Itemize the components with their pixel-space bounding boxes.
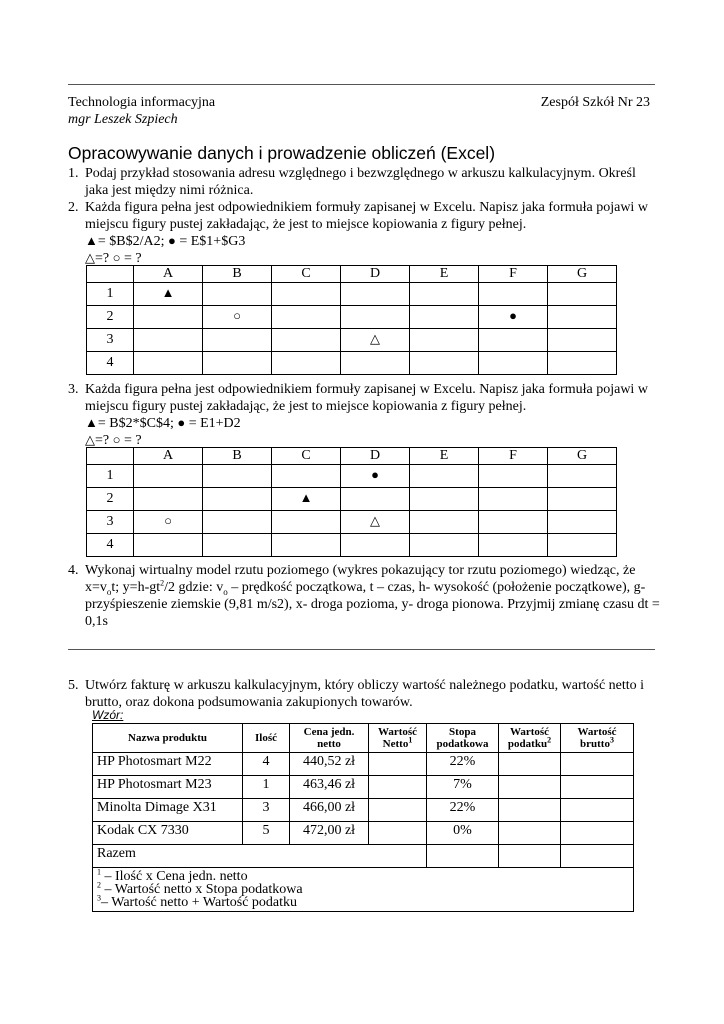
column-header: G: [548, 266, 617, 283]
table-row: [93, 822, 634, 845]
quantity: 4: [243, 753, 290, 776]
task-text: Utwórz fakturę w arkuszu kalkulacyjnym, który obliczy wartość należnego podatku, wartość netto i brutto, oraz dokona podsumowania zakupionych towarów.: [85, 678, 645, 710]
column-header: A: [134, 448, 203, 465]
tax-rate: 22%: [427, 753, 499, 776]
empty-triangle-icon: △: [85, 432, 95, 447]
product-name: HP Photosmart M23: [93, 776, 243, 799]
task-number: 4.: [68, 563, 79, 578]
header-tax: Wartość podatku$^2$: [499, 724, 561, 753]
empty-circle-icon: ○: [164, 513, 172, 528]
empty-circle-icon: ○: [112, 432, 121, 447]
row-header: 4: [87, 534, 134, 557]
grid-row: [87, 534, 617, 557]
task-3: [68, 381, 660, 449]
table-row: [93, 753, 634, 776]
header-brutto: Wartość brutto$^3$: [561, 724, 634, 753]
filled-circle-icon: ●: [509, 308, 517, 323]
unit-price: 472,00 zł: [290, 822, 369, 845]
task-5: [68, 677, 660, 711]
divider-rule: [68, 649, 655, 650]
filled-triangle-icon: ▲: [299, 490, 313, 505]
empty-triangle-icon: △: [370, 331, 380, 346]
notes-row: [93, 868, 634, 912]
formula-line: ▲= $B$2/A2; ● = E$1+$G3: [85, 233, 246, 249]
row-header: 1: [87, 465, 134, 488]
unit-price: 463,46 zł: [290, 776, 369, 799]
row-header: 3: [87, 329, 134, 352]
filled-circle-icon: ●: [177, 415, 186, 430]
task-2: [68, 199, 660, 267]
header-rate: Stopa podatkowa: [427, 724, 499, 753]
row-header: 4: [87, 352, 134, 375]
filled-circle-icon: ●: [371, 467, 379, 482]
tax-rate: 0%: [427, 822, 499, 845]
footnote: $^2$ – Wartość netto x Stopa podatkowa: [97, 880, 303, 897]
filled-circle-icon: ●: [168, 233, 176, 248]
empty-circle-icon: ○: [112, 250, 121, 265]
empty-triangle-icon: △: [370, 513, 380, 528]
question-line: △=? ○ = ?: [85, 432, 142, 448]
column-header: D: [341, 448, 410, 465]
column-header: B: [203, 448, 272, 465]
grid-header-row: [87, 266, 617, 283]
filled-triangle-icon: ▲: [161, 285, 175, 300]
table-row: [93, 776, 634, 799]
task-number: 5.: [68, 678, 79, 693]
row-header: 2: [87, 306, 134, 329]
example-label: Wzór:: [92, 708, 124, 722]
task-number: 2.: [68, 200, 79, 215]
column-header: B: [203, 266, 272, 283]
quantity: 3: [243, 799, 290, 822]
subject: Technologia informacyjna: [68, 95, 216, 110]
footnote: $^3$– Wartość netto + Wartość podatku: [97, 893, 298, 910]
quantity: 1: [243, 776, 290, 799]
task-number: 1.: [68, 166, 79, 181]
grid-row: [87, 306, 617, 329]
filled-triangle-icon: ▲: [85, 233, 98, 248]
grid-row: [87, 465, 617, 488]
school-name: Zespół Szkół Nr 23: [540, 95, 650, 110]
unit-price: 466,00 zł: [290, 799, 369, 822]
column-header: A: [134, 266, 203, 283]
header-product: Nazwa produktu: [93, 724, 243, 753]
column-header: F: [479, 448, 548, 465]
task-text: Każda figura pełna jest odpowiednikiem formuły zapisanej w Excelu. Napisz jaka formuła pojawi w miejscu figury pustej zakładając, że jest to miejsce kopiowania z figury pełnej.: [85, 200, 648, 232]
page-title: Opracowywanie danych i prowadzenie obliczeń (Excel): [68, 143, 496, 163]
product-name: HP Photosmart M22: [93, 753, 243, 776]
task-1: [68, 165, 660, 199]
column-header: E: [410, 448, 479, 465]
task-text: Każda figura pełna jest odpowiednikiem formuły zapisanej w Excelu. Napisz jaka formuła pojawi w miejscu figury pustej zakładając, że jest to miejsce kopiowania z figury pełnej.: [85, 382, 648, 414]
invoice-header-row: [93, 724, 634, 753]
teacher: mgr Leszek Szpiech: [68, 112, 178, 127]
footnote: $^1$ – Ilość x Cena jedn. netto: [97, 867, 248, 884]
grid-row: [87, 283, 617, 306]
column-header: D: [341, 266, 410, 283]
total-row: [93, 845, 634, 868]
spreadsheet-grid-1: [86, 265, 617, 375]
task-number: 3.: [68, 382, 79, 397]
tax-rate: 22%: [427, 799, 499, 822]
task-text: Podaj przykład stosowania adresu względnego i bezwzględnego w arkuszu kalkulacyjnym. Określ jaka jest między nimi różnica.: [85, 166, 636, 198]
task-text: Wykonaj wirtualny model rzutu poziomego (wykres pokazujący tor rzutu poziomego) wiedząc, że $x=v_ot$; $y=h-gt^2/2$ gdzie: $v_o$ – prędkość początkowa, t – czas, h- wysokość (położenie początkowe), g- przyśpieszenie ziemskie (9,81 m/s2), x- droga pozioma, y- droga pionowa. Przyjmij zmianę czasu dt = 0,1s: [85, 563, 660, 629]
table-row: [93, 799, 634, 822]
row-header: 1: [87, 283, 134, 306]
grid-row: [87, 329, 617, 352]
total-label: Razem: [93, 845, 427, 868]
empty-triangle-icon: △: [85, 250, 95, 265]
row-header: 3: [87, 511, 134, 534]
column-header: C: [272, 448, 341, 465]
top-rule: [68, 84, 655, 85]
grid-row: [87, 352, 617, 375]
quantity: 5: [243, 822, 290, 845]
header-netto: Wartość Netto$^1$: [369, 724, 427, 753]
header-price: Cena jedn. netto: [290, 724, 369, 753]
question-line: △=? ○ = ?: [85, 250, 142, 266]
grid-row: [87, 488, 617, 511]
filled-triangle-icon: ▲: [85, 415, 98, 430]
formula-line: ▲= B$2*$C$4; ● = E1+D2: [85, 415, 241, 431]
column-header: F: [479, 266, 548, 283]
tax-rate: 7%: [427, 776, 499, 799]
grid-header-row: [87, 448, 617, 465]
product-name: Minolta Dimage X31: [93, 799, 243, 822]
grid-row: [87, 511, 617, 534]
spreadsheet-grid-2: [86, 447, 617, 557]
task-4: [68, 562, 660, 630]
invoice-table: [92, 723, 634, 912]
column-header: C: [272, 266, 341, 283]
column-header: G: [548, 448, 617, 465]
empty-circle-icon: ○: [233, 308, 241, 323]
row-header: 2: [87, 488, 134, 511]
unit-price: 440,52 zł: [290, 753, 369, 776]
footnotes: [93, 868, 634, 912]
product-name: Kodak CX 7330: [93, 822, 243, 845]
header-qty: Ilość: [243, 724, 290, 753]
column-header: E: [410, 266, 479, 283]
